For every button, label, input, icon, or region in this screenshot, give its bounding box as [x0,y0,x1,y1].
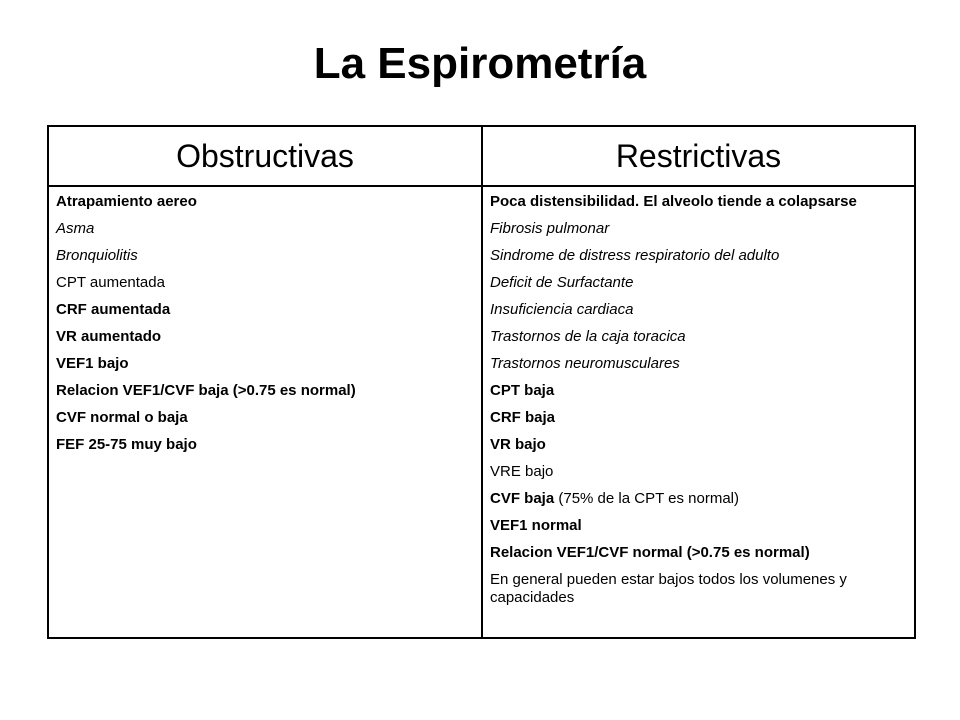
list-item: FEF 25-75 muy bajo [56,436,197,453]
list-item: Atrapamiento aereo [56,193,197,210]
list-item: Deficit de Surfactante [490,274,634,291]
list-item-bold-part: CVF baja [490,490,555,507]
list-item: Insuficiencia cardiaca [490,301,634,318]
list-item: Relacion VEF1/CVF baja (>0.75 es normal) [56,382,356,399]
restrictivas-cell [482,186,915,638]
list-item: CRF aumentada [56,301,171,318]
header-restrictivas: Restrictivas [482,126,915,186]
slide-title: La Espirometría [313,39,647,88]
table-header-row [48,126,915,186]
list-item-note: (75% de la CPT es normal) [558,490,739,507]
comparison-table [47,125,916,639]
list-item: Relacion VEF1/CVF normal (>0.75 es normal) [490,544,810,561]
obstructivas-cell [48,186,482,638]
list-item: Trastornos de la caja toracica [490,328,686,345]
list-item: CPT aumentada [56,274,165,291]
table-body-row [48,186,915,638]
list-item: CVF normal o baja [56,409,188,426]
list-item: En general pueden estar bajos todos los volumenes y capacidades [490,571,847,606]
list-item: Fibrosis pulmonar [490,220,610,237]
list-item: Poca distensibilidad. El alveolo tiende a colapsarse [490,193,857,210]
list-item: Asma [56,220,95,237]
list-item: Trastornos neuromusculares [490,355,680,372]
list-item: VR bajo [490,436,546,453]
list-item [490,490,904,508]
list-item: CRF baja [490,409,556,426]
list-item: VR aumentado [56,328,162,345]
list-item: Sindrome de distress respiratorio del adulto [490,247,780,264]
list-item: VRE bajo [490,463,554,480]
list-item: VEF1 bajo [56,355,129,372]
list-item: Bronquiolitis [56,247,138,264]
list-item: VEF1 normal [490,517,582,534]
list-item: CPT baja [490,382,555,399]
header-obstructivas: Obstructivas [48,126,482,186]
